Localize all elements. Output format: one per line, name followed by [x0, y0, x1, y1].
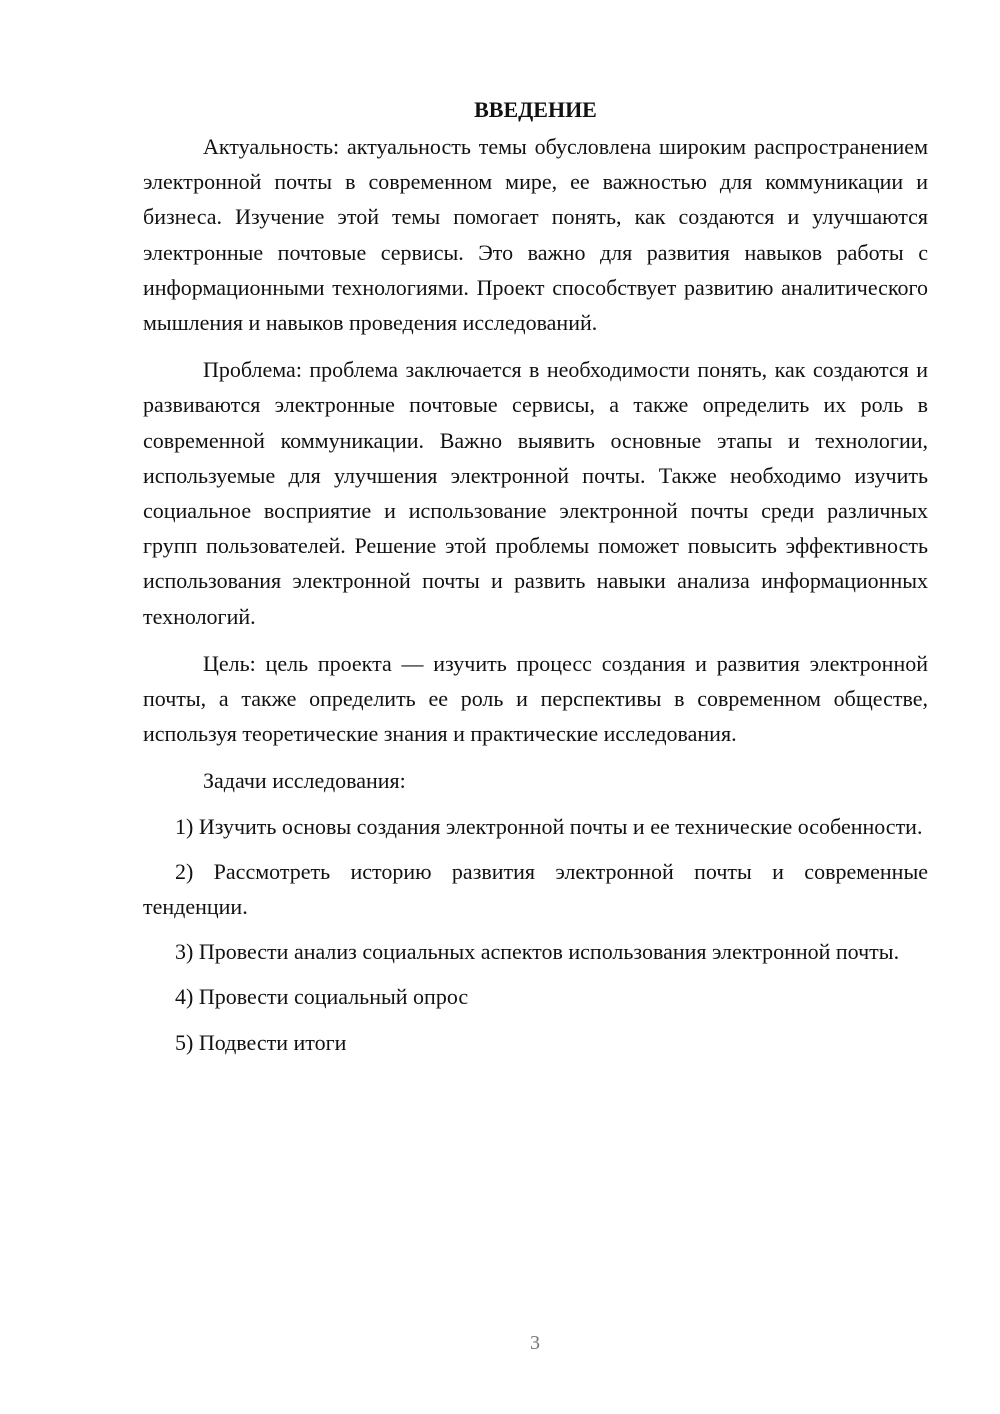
task-item-3: 3) Провести анализ социальных аспектов использования электронной почты.	[175, 939, 900, 965]
paragraph-goal: Цель: цель проекта — изучить процесс создания и развития электронной почты, а также определить ее роль и перспективы в современном обществе, используя теоретические знания и практические исследования.	[143, 650, 928, 747]
page-content	[143, 92, 928, 1070]
paragraph-problem: Проблема: проблема заключается в необходимости понять, как создаются и развиваются электронные почтовые сервисы, а также определить их роль в современной коммуникации. Важно выявить основные этапы и технологии, используемые для улучшения электронной почты. Также необходимо изучить социальное восприятие и использование электронной почты среди различных групп пользователей. Решение этой проблемы поможет повысить эффективность использования электронной почты и развить навыки анализа информационных технологий.	[143, 357, 928, 629]
paragraph-relevance: Актуальность: актуальность темы обусловлена широким распространением электронной почты в современном мире, ее важностью для коммуникации и бизнеса. Изучение этой темы помогает понять, как создаются и улучшаются электронные почтовые сервисы. Это важно для развития навыков работы с информационными технологиями. Проект способствует развитию аналитического мышления и навыков проведения исследований.	[143, 134, 928, 336]
section-title: ВВЕДЕНИЕ	[474, 97, 597, 122]
task-item-2: 2) Рассмотреть историю развития электронной почты и современные тенденции.	[143, 858, 928, 920]
page-number: 3	[530, 1332, 540, 1354]
task-item-5: 5) Подвести итоги	[175, 1029, 347, 1055]
tasks-heading: Задачи исследования:	[203, 768, 406, 794]
task-item-4: 4) Провести социальный опрос	[175, 984, 469, 1010]
task-item-1: 1) Изучить основы создания электронной почты и ее технические особенности.	[175, 813, 923, 839]
